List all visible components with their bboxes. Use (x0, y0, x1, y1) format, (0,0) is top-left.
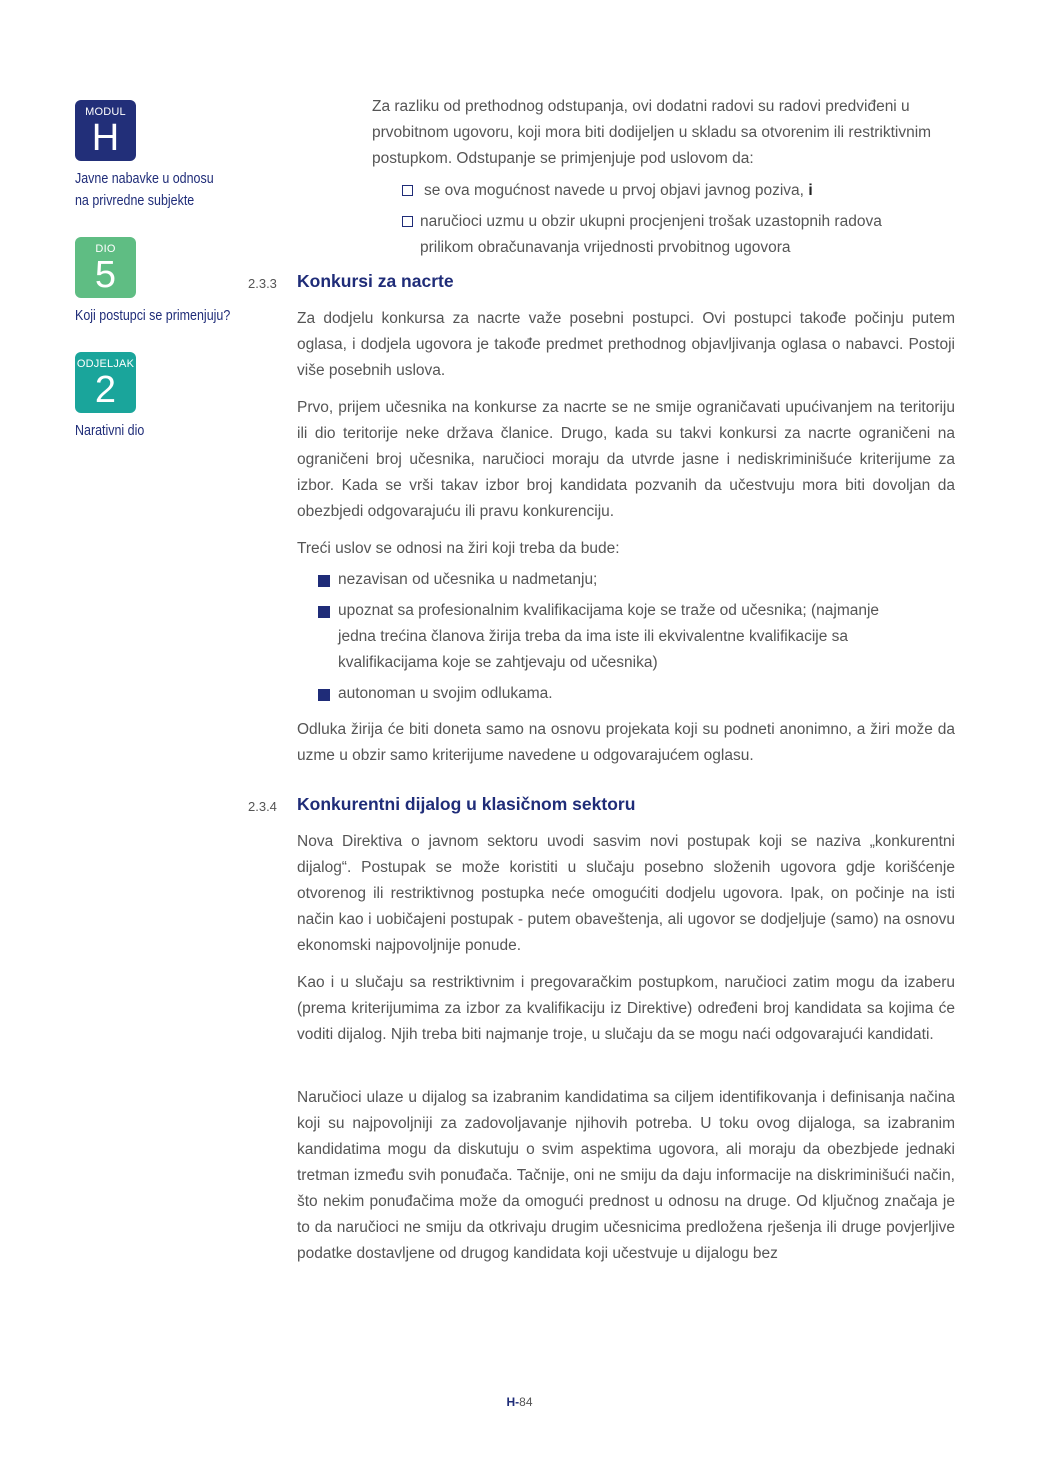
list-item (318, 598, 908, 676)
s233-paragraph-3: Treći uslov se odnosi na žiri koji treba da bude: (297, 540, 620, 557)
intro-item2: naručioci uzmu u obzir ukupni procjenjeni trošak uzastopnih radova prilikom obračunavanja vrijednosti prvobitnog ugovora (420, 213, 882, 256)
square-bullet-icon (318, 689, 330, 701)
s234-paragraph-3: Naručioci ulaze u dijalog sa izabranim kandidatima sa ciljem identifikovanja i definisanja načina koji su najpovoljniji za zadovoljavanje njihovih potreba. U toku ovog dijaloga, sa izabranim kandidatima mogu da diskutuju o svim aspektima ugovora, ali moraju da obezbjede jednaki tretman između svih ponuđača. Tačnije, oni ne smiju da daju informacije na diskriminišući način, što nekim ponuđačima može da omogući prednost u odnosu na druge. Od ključnog značaja je to da naručioci ne smiju da otkrivaju drugim učesnicima predložena rješenja ili druge povjerljive podatke dostavljene od drugog kandidata koji učestvuje u dijalogu bez (297, 1089, 955, 1262)
list-item (318, 681, 908, 707)
list-item (402, 178, 932, 204)
square-bullet-icon (318, 575, 330, 587)
modul-badge (75, 100, 136, 161)
page-number-value: 84 (519, 1395, 533, 1409)
intro-item1: se ova mogućnost navede u prvoj objavi javnog poziva, (424, 182, 804, 199)
modul-title-line2: na privredne subjekte (75, 193, 195, 209)
modul-label: MODUL (85, 106, 126, 118)
square-bullet-icon (318, 606, 330, 618)
section-title-233: Konkursi za nacrte (297, 271, 454, 291)
dio-title: Koji postupci se primenjuju? (75, 308, 231, 324)
list-item (402, 209, 932, 261)
checkbox-icon (402, 185, 413, 196)
odjeljak-badge (75, 352, 136, 413)
intro-checklist (402, 178, 932, 261)
odjeljak-label: ODJELJAK (76, 358, 135, 370)
s234-paragraph-1: Nova Direktiva o javnom sektoru uvodi sasvim novi postupak koji se naziva „konkurentni dijalog“. Postupak se može koristiti u slučaju posebno složenih ugovora gdje korišćenje otvorenog ili restriktivnog postupka neće omogućiti dodjelu ugovora. Ipak, on počinje na isti način kao i uobičajeni postupak - putem obaveštenja, ali ugovor se dodjeljuje (samo) na osnovu ekonomski najpovoljnije ponude. (297, 833, 955, 954)
jury-bullet-list (318, 567, 908, 707)
s233-paragraph-2: Prvo, prijem učesnika na konkurse za nacrte se ne smije ograničavati upućivanjem na teritoriju ili dio teritorije neke država članice. Drugo, kada su takvi konkursi za nacrte ograničeni na ograničeni broj učesnika, naručioci moraju da utvrde jasne i nediskriminišuće kriterijume za izbor. Kada se vrši takav izbor broj kandidata pozvanih da učestvuju mora biti dovoljan da obezbjedi odgovarajuću ili pravu konkurenciju. (297, 399, 955, 520)
s233-paragraph-1: Za dodjelu konkursa za nacrte važe posebni postupci. Ovi postupci takođe počinju putem oglasa, i dodjela ugovora je takođe predmet prethodnog objavljivanja oglasa o nabavci. Postoji više posebnih uslova. (297, 310, 955, 379)
odjeljak-title: Narativni dio (75, 423, 145, 439)
modul-letter: H (91, 117, 120, 159)
dio-badge (75, 237, 136, 298)
dio-label: DIO (95, 243, 116, 255)
section-title-234: Konkurentni dijalog u klasičnom sektoru (297, 794, 636, 814)
checkbox-icon (402, 216, 413, 227)
section-number-234: 2.3.4 (248, 799, 277, 814)
dio-number: 5 (94, 254, 117, 296)
page-number (0, 1395, 1039, 1409)
bullet-text: upoznat sa profesionalnim kvalifikacijama koje se traže od učesnika; (najmanje jedna trećina članova žirija treba da ima iste ili ekvivalentne kvalifikacije sa kvalifikacijama koje se zahtjevaju od učesnika) (338, 602, 880, 671)
intro-item1-suffix: i (808, 182, 813, 199)
intro-paragraph: Za razliku od prethodnog odstupanja, ovi dodatni radovi su radovi predviđeni u prvobitnom ugovoru, koji mora biti dodijeljen u skladu sa otvorenim ili restriktivnim postupkom. Odstupanje se primjenjuje pod uslovom da: (372, 98, 932, 167)
modul-title-line1: Javne nabavke u odnosu (75, 171, 214, 187)
s233-paragraph-4: Odluka žirija će biti doneta samo na osnovu projekata koji su podneti anonimno, a žiri može da uzme u obzir samo kriterijume navedene u odgovarajućem oglasu. (297, 721, 955, 764)
s234-paragraph-2: Kao i u slučaju sa restriktivnim i pregovaračkim postupkom, naručioci zatim mogu da izaberu (prema kriterijumima za izbor za kvalifikaciju iz Direktive) određeni broj kandidata sa kojima će voditi dijalog. Njih treba biti najmanje troje, u slučaju da se mogu naći odgovarajući kandidati. (297, 974, 955, 1043)
list-item (318, 567, 908, 593)
section-number-233: 2.3.3 (248, 276, 277, 291)
bullet-text: autonoman u svojim odlukama. (338, 685, 553, 702)
bullet-text: nezavisan od učesnika u nadmetanju; (338, 571, 598, 588)
page-prefix: H- (506, 1395, 520, 1409)
odjeljak-number: 2 (94, 369, 117, 411)
